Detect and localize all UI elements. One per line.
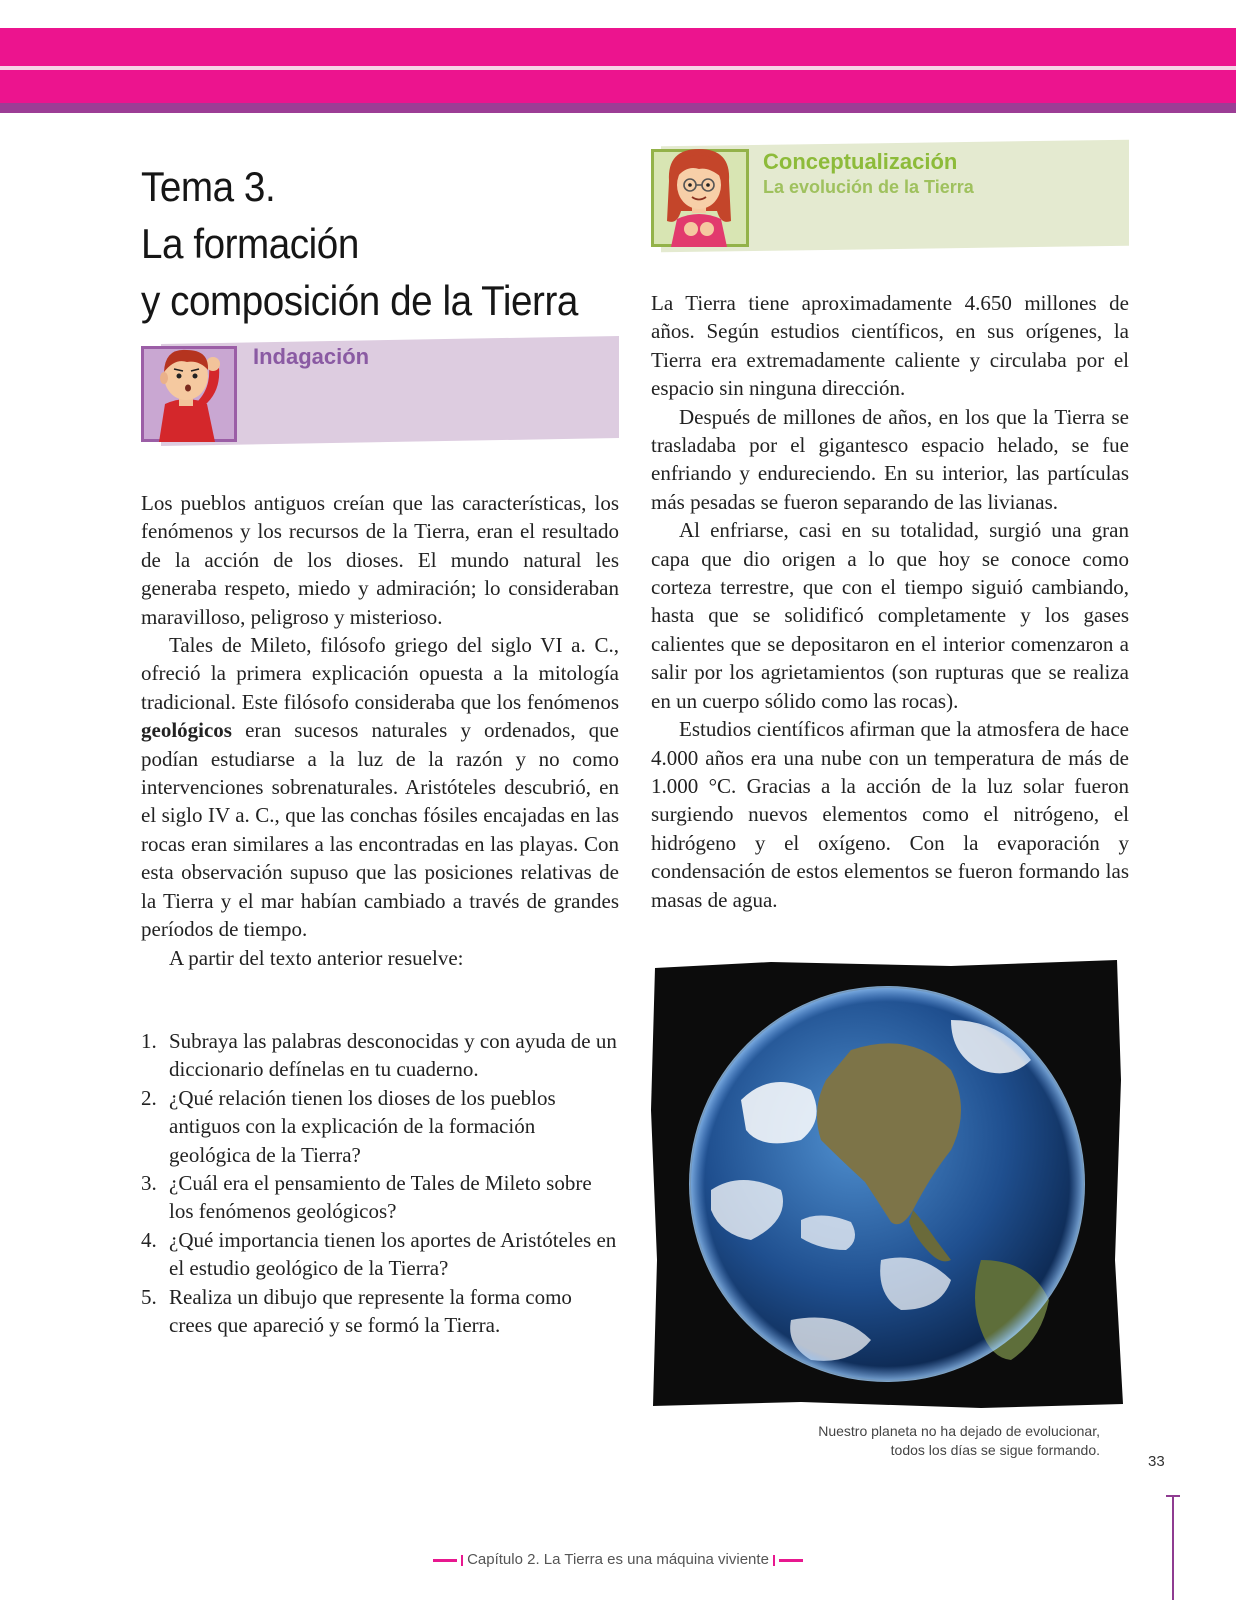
list-item-text: Subraya las palabras desconocidas y con ayuda de un diccionario defínelas en tu cuaderno. bbox=[169, 1029, 617, 1082]
footer-chapter: Capítulo 2. bbox=[467, 1551, 540, 1568]
paragraph: Estudios científicos afirman que la atmosfera de hace 4.000 años era una nube con un temperatura de más de 1.000 °C. Gracias a la acción de la luz solar fueron surgiendo nuevos elementos como el nitrógeno, el hidrógeno y el oxígeno. Con la evaporación y condensación de estos elementos se fueron formando las masas de agua. bbox=[651, 717, 1129, 912]
title-line-2: La formación bbox=[141, 220, 359, 267]
list-number: 5. bbox=[141, 1284, 157, 1309]
paragraph: Después de millones de años, en los que la Tierra se trasladaba por el gigantesco espacio helado, se fue enfriando y endureciendo. En su interior, las partículas más pesadas se fueron separando de las livianas. bbox=[651, 404, 1129, 514]
paragraph: Los pueblos antiguos creían que las características, los fenómenos y los recursos de la Tierra, eran el resultado de la acción de los dioses. El mundo natural les generaba respeto, miedo y admiración; lo consideraban maravilloso, peligroso y misterioso. bbox=[141, 491, 619, 629]
paragraph bbox=[141, 631, 619, 943]
text-run: Tales de Mileto, filósofo griego del siglo VI a. C., ofreció la primera explicación opuesta a la mitología tradicional. Este filósofo consideraba que los fenómenos bbox=[141, 633, 619, 714]
paragraph: Al enfriarse, casi en su totalidad, surgió una gran capa que dio origen a lo que hoy se conoce como corteza terrestre, que con el tiempo siguió cambiando, hasta que se solidificó completamente y los gases calientes que se depositaron en el interior comenzaron a salir por los agrietamientos (son rupturas que se realiza en un cuerpo sólido como las rocas). bbox=[651, 518, 1129, 713]
list-number: 2. bbox=[141, 1085, 157, 1110]
list-number: 3. bbox=[141, 1171, 157, 1196]
footer-rule-cap bbox=[461, 1555, 463, 1566]
earth-globe-icon bbox=[651, 960, 1125, 1410]
conceptualizacion-label: Conceptualización bbox=[763, 149, 958, 174]
bold-term: geológicos bbox=[141, 718, 232, 743]
list-item bbox=[141, 1027, 619, 1084]
list-item-text: ¿Qué relación tienen los dioses de los pueblos antiguos con la explicación de la formación geológica de la Tierra? bbox=[169, 1085, 556, 1167]
left-column-text bbox=[141, 489, 619, 972]
girl-with-glasses-icon bbox=[651, 141, 751, 253]
list-item-text: Realiza un dibujo que represente la forma como crees que apareció y se formó la Tierra. bbox=[169, 1284, 572, 1338]
footer-rule-left bbox=[433, 1559, 457, 1562]
list-item bbox=[141, 1283, 619, 1340]
list-number: 1. bbox=[141, 1029, 157, 1053]
indagacion-section-header bbox=[141, 338, 621, 448]
image-caption bbox=[700, 1422, 1100, 1460]
conceptualizacion-section-header bbox=[651, 141, 1131, 253]
list-number: 4. bbox=[141, 1227, 157, 1252]
page-title bbox=[141, 158, 583, 329]
caption-line-2: todos los días se sigue formando. bbox=[890, 1442, 1100, 1458]
header-band-top bbox=[0, 28, 1236, 66]
text-run: eran sucesos naturales y ordenados, que podían estudiarse a la luz de la razón y no como intervenciones sobrenaturales. Aristóteles descubrió, en el siglo IV a. C., que las conchas fósiles encajadas en las rocas eran similares a las encontradas en las playas. Con esta observación supuso que las posiciones relativas de la Tierra y el mar habían cambiado a través de grandes períodos de tiempo. bbox=[141, 718, 619, 942]
list-item-text: ¿Qué importancia tienen los aportes de Aristóteles en el estudio geológico de la Tierra? bbox=[169, 1227, 617, 1281]
indagacion-label: Indagación bbox=[253, 344, 370, 369]
right-column-text bbox=[651, 289, 1129, 914]
list-item bbox=[141, 1226, 619, 1283]
questions-list bbox=[141, 1027, 619, 1339]
paragraph: La Tierra tiene aproximadamente 4.650 millones de años. Según estudios científicos, en sus orígenes, la Tierra era extremadamente caliente y circulaba por el espacio sin ninguna dirección. bbox=[651, 291, 1129, 401]
margin-marker-line bbox=[1172, 1495, 1174, 1600]
paragraph: A partir del texto anterior resuelve: bbox=[169, 945, 464, 970]
footer-rule-right bbox=[779, 1559, 803, 1562]
list-item bbox=[141, 1084, 619, 1169]
list-item-text: ¿Cuál era el pensamiento de Tales de Mileto sobre los fenómenos geológicos? bbox=[169, 1171, 592, 1224]
thinking-boy-icon bbox=[141, 338, 241, 448]
earth-photo bbox=[651, 960, 1125, 1410]
footer-rule-cap bbox=[773, 1555, 775, 1566]
list-item bbox=[141, 1169, 619, 1226]
caption-line-1: Nuestro planeta no ha dejado de evolucionar, bbox=[818, 1423, 1100, 1439]
header-band-bottom bbox=[0, 103, 1236, 113]
page-number: 33 bbox=[1148, 1453, 1165, 1470]
footer bbox=[0, 1551, 1236, 1568]
conceptualizacion-subtitle: La evolución de la Tierra bbox=[763, 177, 974, 197]
header-band-middle bbox=[0, 70, 1236, 103]
title-line-1: Tema 3. bbox=[141, 163, 276, 210]
footer-title: La Tierra es una máquina viviente bbox=[543, 1551, 769, 1568]
title-line-3: y composición de la Tierra bbox=[141, 277, 578, 324]
